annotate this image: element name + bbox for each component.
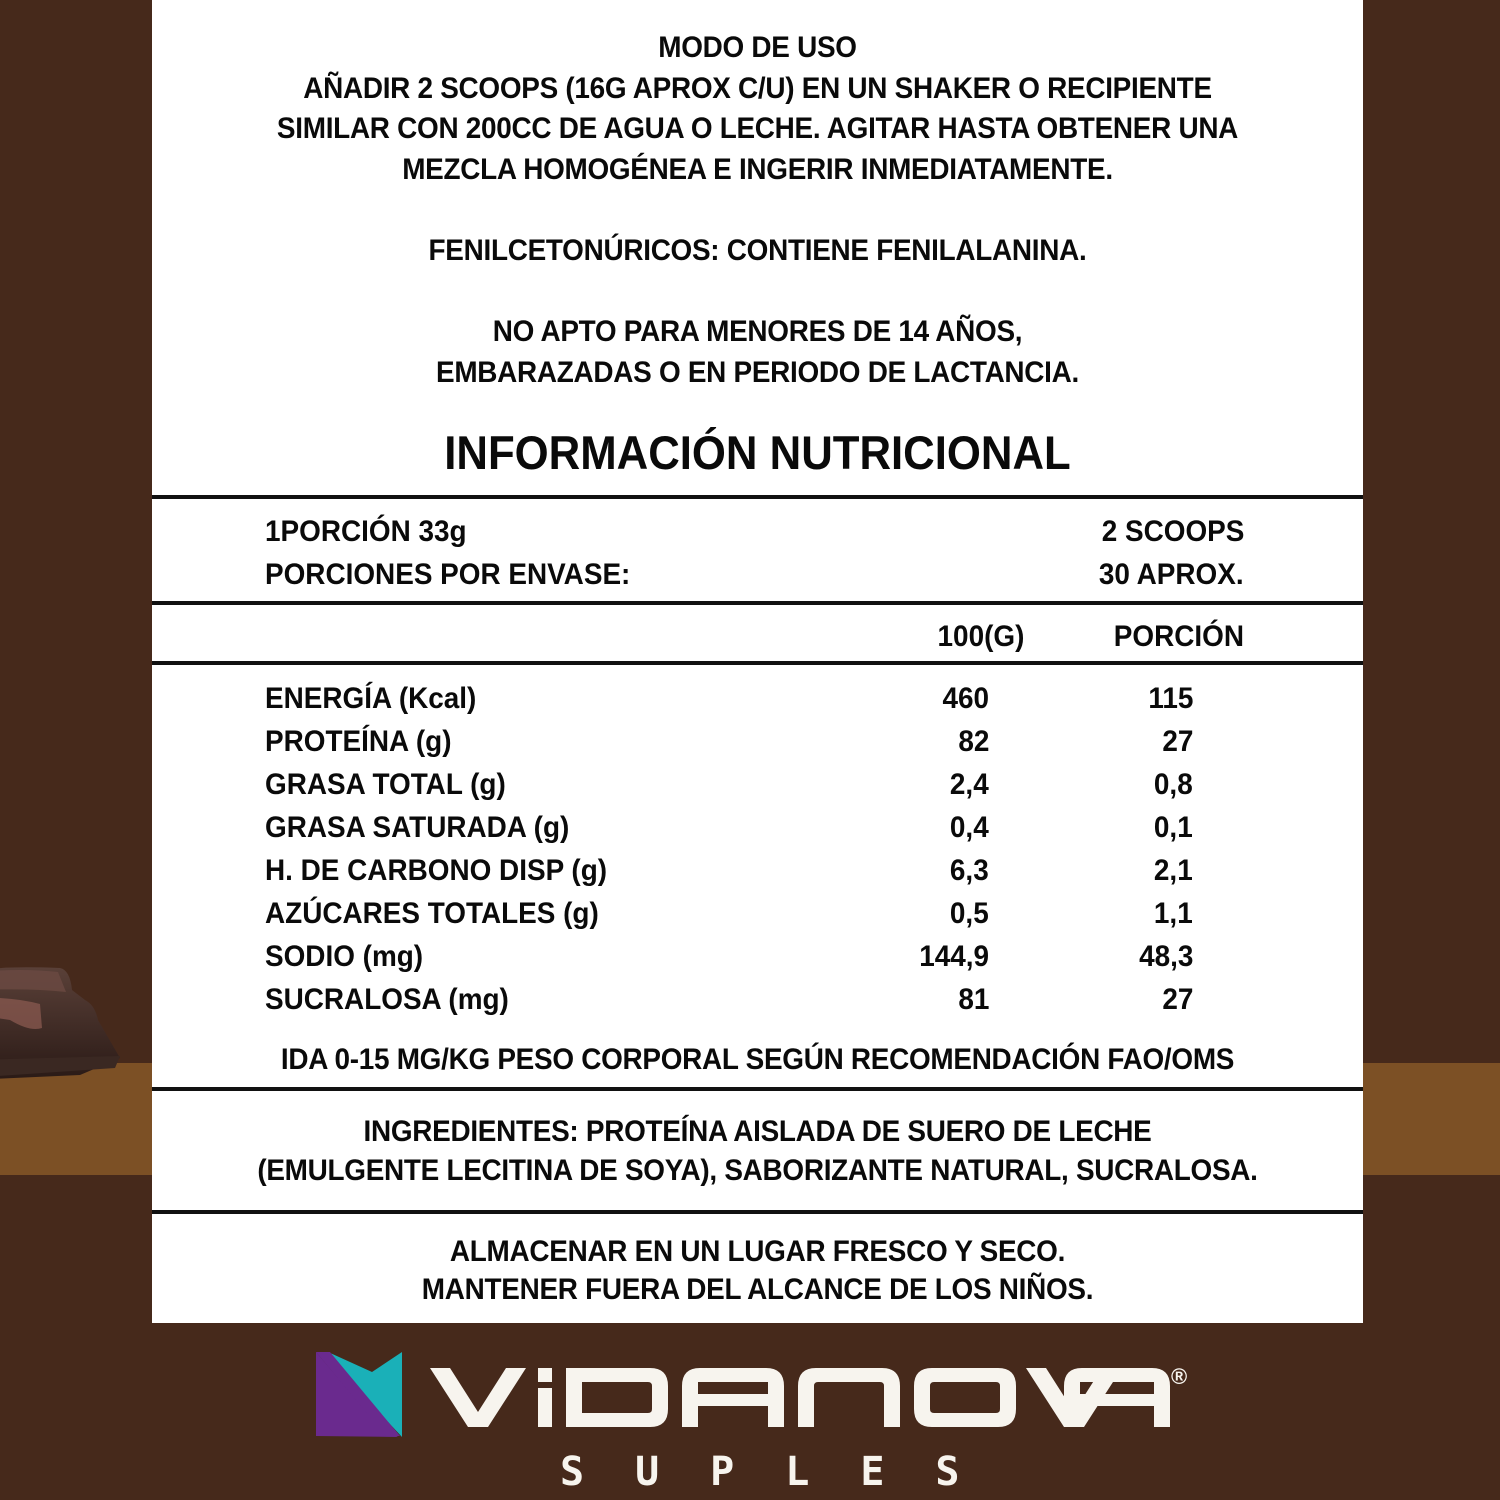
ingredients-line: (EMULGENTE LECITINA DE SOYA), SABORIZANTE NATURAL, SUCRALOSA. [257,1154,1258,1187]
label-panel [152,0,1363,1323]
divider [152,1087,1363,1091]
portion-value: 2 SCOOPS [1101,515,1244,548]
nutrient-per100: 460 [942,682,989,715]
nutrient-per100: 0,4 [950,811,989,844]
nutrient-portion: 115 [1147,682,1193,715]
nutrient-label: H. DE CARBONO DISP (g) [265,854,608,887]
nutrient-portion: 1,1 [1154,897,1193,930]
nutrition-title: INFORMACIÓN NUTRICIONAL [444,426,1071,479]
nutrient-per100: 0,5 [950,897,989,930]
phenylketonuria-warning: FENILCETONÚRICOS: CONTIENE FENILALANINA. [428,234,1087,267]
nutrient-portion: 48,3 [1138,940,1193,973]
nutrient-label: AZÚCARES TOTALES (g) [265,897,599,930]
nutrient-per100: 144,9 [919,940,989,973]
divider [152,495,1363,499]
nutrient-portion: 27 [1161,983,1193,1016]
restriction-warning-line: NO APTO PARA MENORES DE 14 AÑOS, [492,315,1023,348]
portion-label: 1PORCIÓN 33g [265,515,467,548]
nutrient-per100: 2,4 [950,768,989,801]
nutrient-per100: 82 [957,725,989,758]
usage-heading: MODO DE USO [658,31,857,64]
ingredients-line: INGREDIENTES: PROTEÍNA AISLADA DE SUERO DE LECHE [363,1115,1152,1148]
registered-mark: ® [1171,1364,1188,1389]
chocolate-bar-image [0,950,125,1080]
nutrient-per100: 6,3 [950,854,989,887]
usage-line: SIMILAR CON 200CC DE AGUA O LECHE. AGITAR HASTA OBTENER UNA [276,112,1239,145]
storage-line: ALMACENAR EN UN LUGAR FRESCO Y SECO. [449,1235,1066,1268]
column-header-100g: 100(G) [937,620,1024,653]
brand-subtitle: SUPLES [560,1449,1011,1495]
nutrient-label: ENERGÍA (Kcal) [265,682,477,715]
servings-value: 30 APROX. [1099,558,1244,591]
nutrient-label: GRASA TOTAL (g) [265,768,506,801]
divider [152,1210,1363,1214]
nutrient-portion: 0,1 [1154,811,1193,844]
restriction-warning-line: EMBARAZADAS O EN PERIODO DE LACTANCIA. [435,356,1079,389]
n-logo-icon [316,1352,402,1437]
nutrient-portion: 0,8 [1154,768,1193,801]
ida-footnote: IDA 0-15 MG/KG PESO CORPORAL SEGÚN RECOMENDACIÓN FAO/OMS [280,1043,1235,1076]
nutrient-per100: 81 [957,983,989,1016]
nutrient-label: SUCRALOSA (mg) [265,983,509,1016]
divider [152,601,1363,605]
nutrient-portion: 27 [1161,725,1193,758]
nutrient-label: PROTEÍNA (g) [265,725,452,758]
usage-line: AÑADIR 2 SCOOPS (16G APROX C/U) EN UN SHAKER O RECIPIENTE [303,72,1212,105]
nutrient-label: SODIO (mg) [265,940,424,973]
servings-label: PORCIONES POR ENVASE: [265,558,631,591]
nutrient-portion: 2,1 [1154,854,1193,887]
column-header-portion: PORCIÓN [1113,620,1244,653]
divider [152,661,1363,665]
nutrient-label: GRASA SATURADA (g) [265,811,570,844]
usage-line: MEZCLA HOMOGÉNEA E INGERIR INMEDIATAMENTE. [402,153,1113,186]
storage-line: MANTENER FUERA DEL ALCANCE DE LOS NIÑOS. [421,1273,1094,1306]
